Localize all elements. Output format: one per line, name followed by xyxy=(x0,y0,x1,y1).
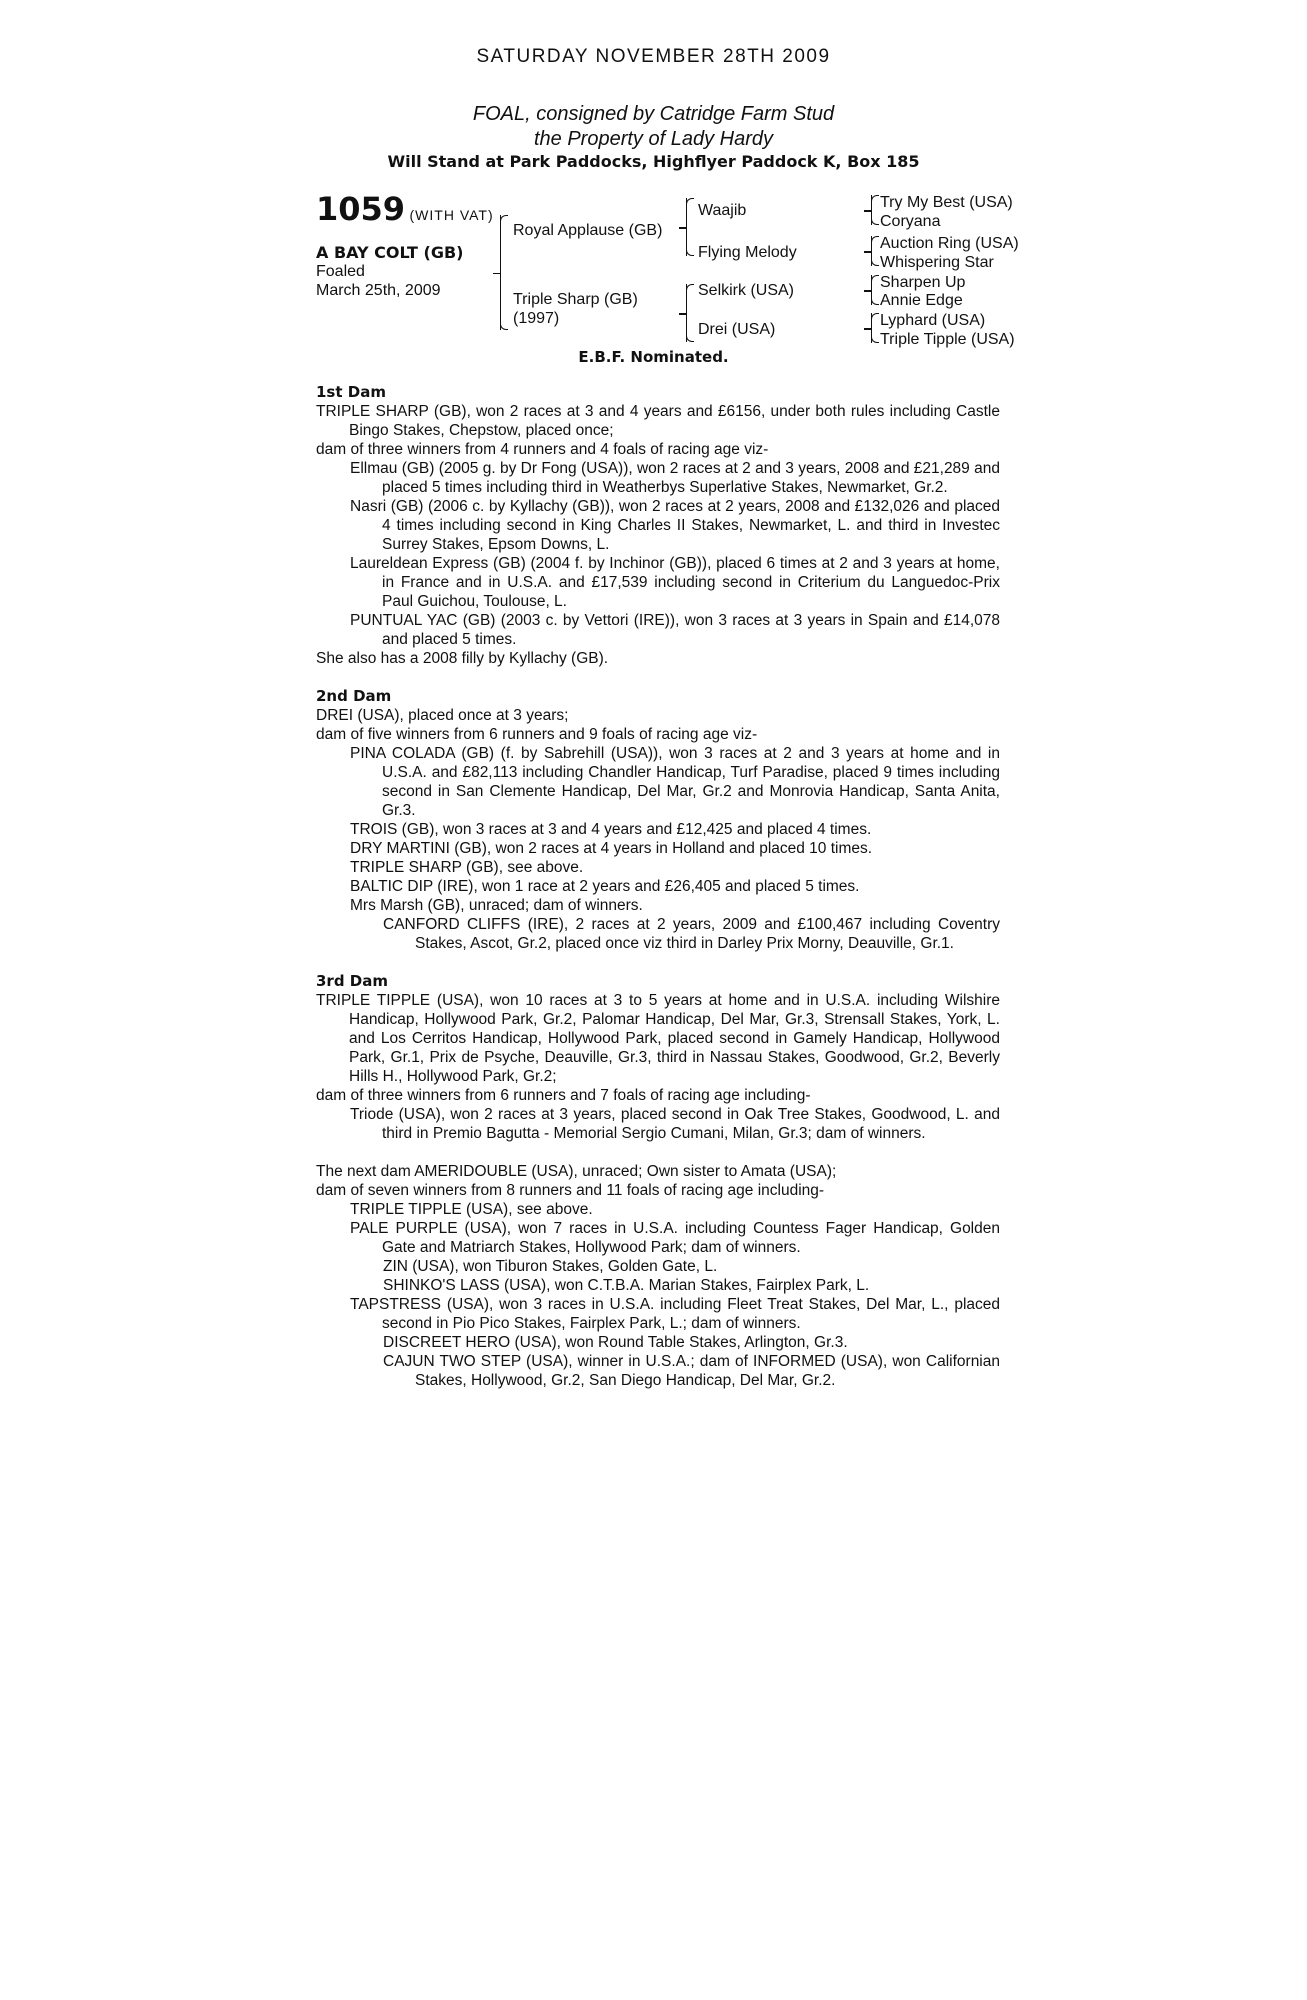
third-dam-line: dam of three winners from 6 runners and 7 foals of racing age including- xyxy=(316,1087,811,1104)
property-line: the Property of Lady Hardy xyxy=(533,128,773,150)
pedigree-sire-sire: Waajib xyxy=(698,202,747,219)
first-dam-line: She also has a 2008 filly by Kyllachy (GB). xyxy=(316,650,609,667)
pedigree-brace-g2 xyxy=(871,236,872,266)
next-dam-line: The next dam AMERIDOUBLE (USA), unraced; Own sister to Amata (USA); xyxy=(316,1163,837,1180)
pedigree-brace-g3 xyxy=(871,275,872,305)
next-dam-line: TAPSTRESS (USA), won 3 races in U.S.A. including Fleet Treat Stakes, Del Mar, L., placed second in Pio Pico Stakes, Fairplex Park, L.; dam of winners. xyxy=(350,1296,1000,1332)
pedigree-sire-dam: Flying Melody xyxy=(698,244,797,261)
pedigree-brace-main xyxy=(500,215,501,330)
first-dam-line: dam of three winners from 4 runners and 4 foals of racing age viz- xyxy=(316,441,769,458)
ebf-nominated: E.B.F. Nominated. xyxy=(578,348,729,366)
pedigree-sire: Royal Applause (GB) xyxy=(513,222,663,239)
first-dam-heading: 1st Dam xyxy=(316,383,386,401)
pedigree-dam-year: (1997) xyxy=(513,310,560,327)
second-dam-line: CANFORD CLIFFS (IRE), 2 races at 2 years, 2009 and £100,467 including Coventry Stakes, Ascot, Gr.2, placed once viz third in Darley Prix Morny, Deauville, Gr.1. xyxy=(383,916,1000,952)
second-dam-line: BALTIC DIP (IRE), won 1 race at 2 years and £26,405 and placed 5 times. xyxy=(350,878,860,895)
pedigree-g7: Lyphard (USA) xyxy=(880,312,986,329)
second-dam-line: DREI (USA), placed once at 3 years; xyxy=(316,707,569,724)
next-dam-line: PALE PURPLE (USA), won 7 races in U.S.A. including Countess Fager Handicap, Golden Gate and Matriarch Stakes, Hollywood Park; dam of winners. xyxy=(350,1220,1000,1256)
pedigree-g6: Annie Edge xyxy=(880,292,963,309)
third-dam-line: Triode (USA), won 2 races at 3 years, placed second in Oak Tree Stakes, Goodwood, L. and third in Premio Bagutta - Memorial Sergio Cumani, Milan, Gr.3; dam of winners. xyxy=(350,1106,1000,1142)
second-dam-line: DRY MARTINI (GB), won 2 races at 4 years in Holland and placed 10 times. xyxy=(350,840,873,857)
next-dam-line: CAJUN TWO STEP (USA), winner in U.S.A.; dam of INFORMED (USA), won Californian Stakes, Hollywood, Gr.2, San Diego Handicap, Del Mar, Gr.2. xyxy=(383,1353,1000,1389)
pedigree-g4: Whispering Star xyxy=(880,254,994,271)
first-dam-line: Laureldean Express (GB) (2004 f. by Inchinor (GB)), placed 6 times at 2 and 3 years at home, in France and in U.S.A. and £17,539 including second in Criterium du Languedoc-Prix Paul Guichou, Toulouse, L. xyxy=(350,555,1000,610)
next-dam-line: dam of seven winners from 8 runners and 11 foals of racing age including- xyxy=(316,1182,825,1199)
next-dam-line: DISCREET HERO (USA), won Round Table Stakes, Arlington, Gr.3. xyxy=(383,1334,848,1351)
next-dam-line: SHINKO'S LASS (USA), won C.T.B.A. Marian Stakes, Fairplex Park, L. xyxy=(383,1277,870,1294)
pedigree-dam: Triple Sharp (GB) xyxy=(513,291,638,308)
stand-location: Will Stand at Park Paddocks, Highflyer Paddock K, Box 185 xyxy=(387,152,920,171)
third-dam-line: TRIPLE TIPPLE (USA), won 10 races at 3 to 5 years at home and in U.S.A. including Wilshire Handicap, Hollywood Park, Gr.2, Palomar Handicap, Del Mar, Gr.3, Strensall Stakes, York, L. and Los Cerritos Handicap, Hollywood Park, placed second in Gamely Handicap, Hollywood Park, Gr.1, Prix de Psyche, Deauville, Gr.3, third in Nassau Stakes, Goodwood, Gr.2, Beverly Hills H., Hollywood Park, Gr.2; xyxy=(316,992,1000,1085)
pedigree-g1: Try My Best (USA) xyxy=(880,194,1013,211)
foaled-label: Foaled xyxy=(316,263,365,280)
pedigree-brace-sire xyxy=(686,198,687,256)
lot-number: 1059 xyxy=(316,190,406,228)
second-dam-line: Mrs Marsh (GB), unraced; dam of winners. xyxy=(350,897,643,914)
first-dam-line: PUNTUAL YAC (GB) (2003 c. by Vettori (IRE)), won 3 races at 3 years in Spain and £14,078 and placed 5 times. xyxy=(350,612,1000,648)
pedigree-g3: Auction Ring (USA) xyxy=(880,235,1019,252)
first-dam-line: TRIPLE SHARP (GB), won 2 races at 3 and 4 years and £6156, under both rules including Castle Bingo Stakes, Chepstow, placed once; xyxy=(316,403,1000,439)
second-dam-line: TRIPLE SHARP (GB), see above. xyxy=(350,859,584,876)
sale-date: SATURDAY NOVEMBER 28TH 2009 xyxy=(476,46,831,67)
pedigree-brace-dam xyxy=(686,284,687,342)
lot-name: A BAY COLT (GB) xyxy=(316,243,464,262)
second-dam-line: TROIS (GB), won 3 races at 3 and 4 years and £12,425 and placed 4 times. xyxy=(350,821,872,838)
pedigree-brace-g1 xyxy=(871,195,872,225)
pedigree-g5: Sharpen Up xyxy=(880,274,966,291)
pedigree-dam-sire: Selkirk (USA) xyxy=(698,282,795,299)
second-dam-line: dam of five winners from 6 runners and 9 foals of racing age viz- xyxy=(316,726,758,743)
pedigree-g8: Triple Tipple (USA) xyxy=(880,331,1015,348)
next-dam-line: ZIN (USA), won Tiburon Stakes, Golden Gate, L. xyxy=(383,1258,718,1275)
first-dam-line: Ellmau (GB) (2005 g. by Dr Fong (USA)), won 2 races at 2 and 3 years, 2008 and £21,289 and placed 5 times including third in Weatherbys Superlative Stakes, Newmarket, Gr.2. xyxy=(350,460,1000,496)
consignor-line: FOAL, consigned by Catridge Farm Stud xyxy=(472,103,835,125)
next-dam-line: TRIPLE TIPPLE (USA), see above. xyxy=(350,1201,593,1218)
second-dam-heading: 2nd Dam xyxy=(316,687,392,705)
second-dam-line: PINA COLADA (GB) (f. by Sabrehill (USA)), won 3 races at 2 and 3 years at home and in U.S.A. and £82,113 including Chandler Handicap, Turf Paradise, placed 9 times including second in San Clemente Handicap, Del Mar, Gr.2 and Monrovia Handicap, Santa Anita, Gr.3. xyxy=(350,745,1000,819)
pedigree-g2: Coryana xyxy=(880,213,941,230)
pedigree-dam-dam: Drei (USA) xyxy=(698,321,776,338)
dam-details xyxy=(316,383,1000,1390)
lot-header xyxy=(316,190,494,228)
vat-note: (WITH VAT) xyxy=(409,207,494,223)
pedigree-brace-g4 xyxy=(871,313,872,343)
third-dam-heading: 3rd Dam xyxy=(316,972,388,990)
foaled-date: March 25th, 2009 xyxy=(316,282,441,299)
first-dam-line: Nasri (GB) (2006 c. by Kyllachy (GB)), won 2 races at 2 years, 2008 and £132,026 and placed 4 times including second in King Charles II Stakes, Newmarket, L. and third in Investec Surrey Stakes, Epsom Downs, L. xyxy=(350,498,1000,553)
